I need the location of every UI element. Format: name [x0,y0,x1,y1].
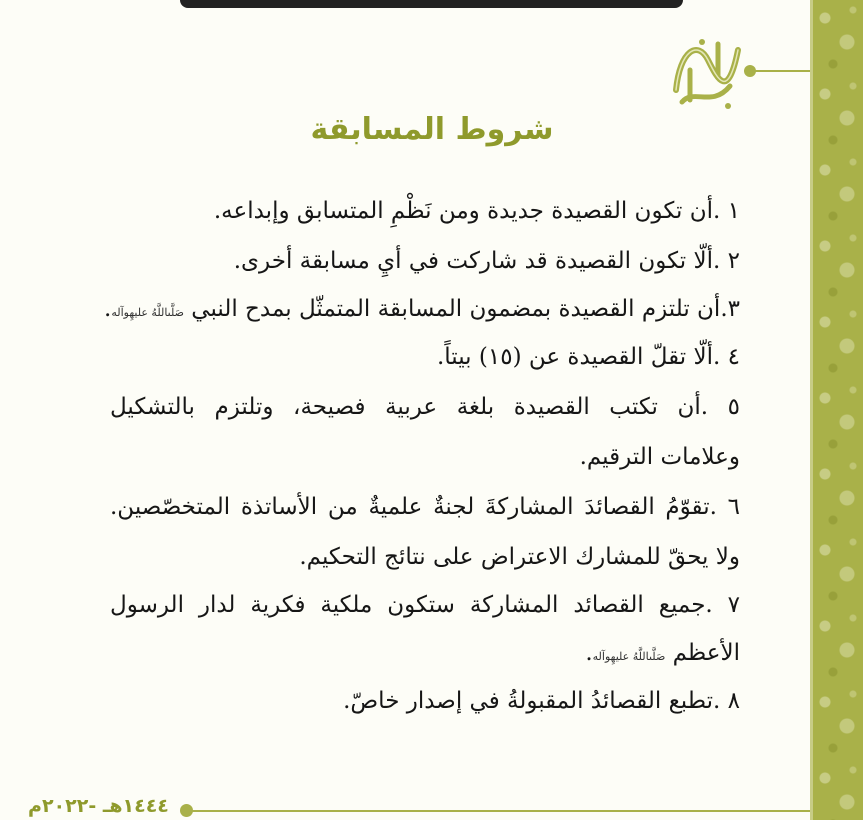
condition-item-2 [110,248,740,276]
condition-text: ٥ .أن تكتب القصيدة بلغة عربية فصيحة، وتلتزم بالتشكيل [110,394,740,420]
condition-text: ولا يحقّ للمشارك الاعتراض على نتائج التحكيم. [299,544,740,570]
condition-text: وعلامات الترقيم. [579,444,740,470]
condition-item-6-continuation [110,544,740,572]
condition-text: ٢ .ألّا تكون القصيدة قد شاركت في أيِ مسابقة أخرى. [233,248,740,274]
condition-item-4 [110,344,740,372]
condition-tail: . [104,296,112,322]
decorative-side-band [813,0,863,820]
condition-item-3 [104,296,740,324]
condition-text: ٣.أن تلتزم القصيدة بمضمون المسابقة المتمثّل بمدح النبي [191,296,740,322]
condition-item-7 [110,592,740,620]
condition-text: ٦ .تقوّمُ القصائدَ المشاركةَ لجنةٌ علميةٌ من الأساتذة المتخصّصين. [110,494,740,520]
footer-line [190,810,810,812]
burda-calligraphy-logo [668,30,744,112]
condition-text: ٤ .ألّا تقلّ القصيدة عن (١٥) بيتاً. [436,344,740,370]
pbuh-honorific: صَلَّىاللَّهُ عليهِوآله [592,650,666,663]
condition-item-8 [110,688,740,716]
condition-item-7-continuation [110,640,740,668]
condition-text: ١ .أن تكون القصيدة جديدة ومن نَظْمِ المتسابق وإبداعه. [213,198,740,224]
condition-tail: . [585,640,593,666]
footer-date: ١٤٤٤هـ -٢٠٢٢م [28,795,169,817]
logo-connector-line [752,70,810,72]
condition-item-5 [110,394,740,422]
condition-item-5-continuation [110,444,740,472]
condition-text: الأعظم [672,640,740,666]
top-device-bar [180,0,683,8]
pbuh-honorific: صَلَّىاللَّهُ عليهِوآله [111,306,184,319]
condition-text: ٨ .تطبع القصائدُ المقبولةُ في إصدار خاصّ. [343,688,740,714]
page-title: شروط المسابقة [310,112,554,147]
logo-connector-dot [744,65,756,77]
condition-item-1 [110,198,740,226]
condition-item-6 [110,494,740,522]
condition-text: ٧ .جميع القصائد المشاركة ستكون ملكية فكرية لدار الرسول [110,592,740,618]
